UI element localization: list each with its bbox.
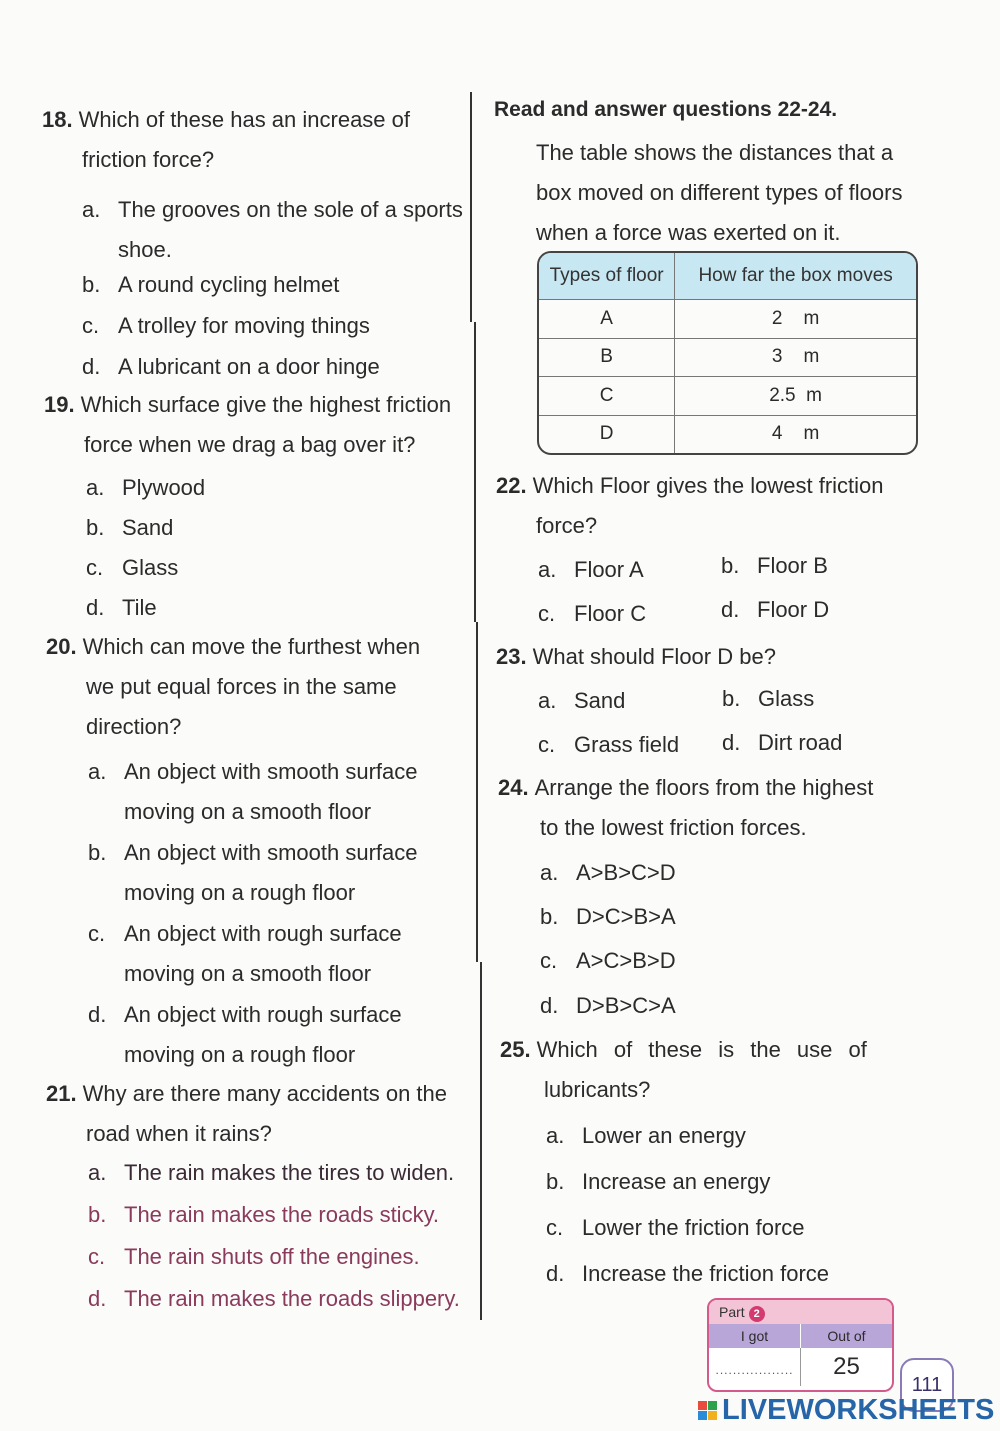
question-text: Which can move the furthest when [82,634,421,659]
brand-wordmark: LIVEWORKSHEETS [722,1394,995,1426]
option-20c[interactable]: c. An object with rough surface moving on a smooth floor [88,921,402,986]
table-cell: A [539,300,675,339]
question-text: Which surface give the highest friction [80,392,452,417]
option-18c[interactable]: c. A trolley for moving things [82,313,370,338]
question-number: 22. [496,473,527,498]
question-22 [496,466,926,546]
part-badge: 2 [749,1306,765,1322]
option-25c[interactable]: c. Lower the friction force [546,1215,805,1240]
question-number: 19. [44,392,75,417]
option-23a[interactable]: a. Sand [538,688,626,713]
option-25d[interactable]: d. Increase the friction force [546,1261,830,1286]
option-22c[interactable]: c. Floor C [538,601,647,626]
question-text: lubricants? [544,1077,651,1102]
option-21b[interactable]: b. The rain makes the roads sticky. [88,1202,440,1227]
option-22b[interactable]: b. Floor B [721,553,828,578]
question-text: Which of these has an increase of [78,107,411,132]
option-23d[interactable]: d. Dirt road [722,730,843,755]
table-cell: D [599,423,614,445]
option-24a[interactable]: a. A>B>C>D [540,860,676,885]
option-21d[interactable]: d. The rain makes the roads slippery. [88,1286,460,1311]
intro-line: box moved on different types of floors [536,180,903,205]
question-text: Which of these is the use of [536,1037,867,1062]
question-text: road when it rains? [86,1121,272,1146]
option-20a[interactable]: a. An object with smooth surface moving on a smooth floor [88,759,418,824]
score-col-got: I got [740,1328,769,1344]
option-18a[interactable]: a. The grooves on the sole of a sports shoe. [82,197,463,262]
table-cell: 2 m [675,300,916,339]
option-19c[interactable]: c. Glass [86,555,179,580]
question-text: force when we drag a bag over it? [84,432,416,457]
question-text: force? [536,513,598,538]
question-text: we put equal forces in the same [86,674,397,699]
question-text: Arrange the floors from the highest [534,775,874,800]
question-number: 25. [500,1037,531,1062]
question-number: 18. [42,107,73,132]
option-25b[interactable]: b. Increase an energy [546,1169,771,1194]
option-21c[interactable]: c. The rain shuts off the engines. [88,1244,420,1269]
question-text: friction force? [82,147,215,172]
question-number: 21. [46,1081,77,1106]
question-text: direction? [86,714,182,739]
section-heading: Read and answer questions 22-24. [494,98,838,121]
table-cell: 2.5 m [675,377,916,416]
table-row [539,300,916,339]
column-divider [474,322,476,622]
table-cell: C [539,377,675,416]
question-text: What should Floor D be? [532,644,776,669]
option-19d[interactable]: d. Tile [86,595,157,620]
table-row [539,338,916,377]
liveworksheets-logo-icon [698,1400,718,1422]
question-text: to the lowest friction forces. [540,815,807,840]
score-part-header: Part 2 [709,1300,892,1324]
distance-table [537,251,918,455]
table-cell: 4 m [675,415,916,453]
option-24b[interactable]: b. D>C>B>A [540,904,676,929]
score-col-outof: Out of [800,1324,892,1348]
option-25a[interactable]: a. Lower an energy [546,1123,746,1148]
question-21 [46,1074,476,1154]
question-number: 23. [496,644,527,669]
question-text: Why are there many accidents on the [82,1081,448,1106]
option-18d[interactable]: d. A lubricant on a door hinge [82,354,380,379]
option-24d[interactable]: d. D>B>C>A [540,993,676,1018]
column-divider [480,962,482,1320]
question-25 [500,1030,925,1110]
score-outof-value: 25 [800,1348,892,1386]
question-24 [498,768,928,848]
option-21a[interactable]: a. The rain makes the tires to widen. [88,1160,455,1185]
option-20d[interactable]: d. An object with rough surface moving on a rough floor [88,1002,402,1067]
question-18 [42,100,467,180]
intro-line: when a force was exerted on it. [536,220,841,245]
page-number: 111 [900,1358,954,1412]
table-row [539,377,916,416]
question-19 [44,385,469,465]
question-20 [46,627,471,747]
question-23 [496,637,926,677]
option-22a[interactable]: a. Floor A [538,557,644,582]
option-18b[interactable]: b. A round cycling helmet [82,272,340,297]
column-divider [476,622,478,962]
score-got-input[interactable]: .................. [715,1363,794,1377]
score-box [707,1298,894,1392]
question-number: 20. [46,634,77,659]
table-cell: 3 m [675,338,916,377]
table-header: How far the box moves [675,253,916,300]
option-19b[interactable]: b. Sand [86,515,174,540]
intro-line: The table shows the distances that a [536,140,894,165]
option-19a[interactable]: a. Plywood [86,475,206,500]
option-22d[interactable]: d. Floor D [721,597,830,622]
question-text: Which Floor gives the lowest friction [532,473,884,498]
table-header-row [539,253,916,300]
column-divider [470,92,472,322]
table-cell: B [539,338,675,377]
table-header: Types of floor [539,253,675,300]
option-23c[interactable]: c. Grass field [538,732,680,757]
option-24c[interactable]: c. A>C>B>D [540,948,676,973]
table-row [539,415,916,453]
option-23b[interactable]: b. Glass [722,686,815,711]
option-20b[interactable]: b. An object with smooth surface moving on a rough floor [88,840,418,905]
question-number: 24. [498,775,529,800]
